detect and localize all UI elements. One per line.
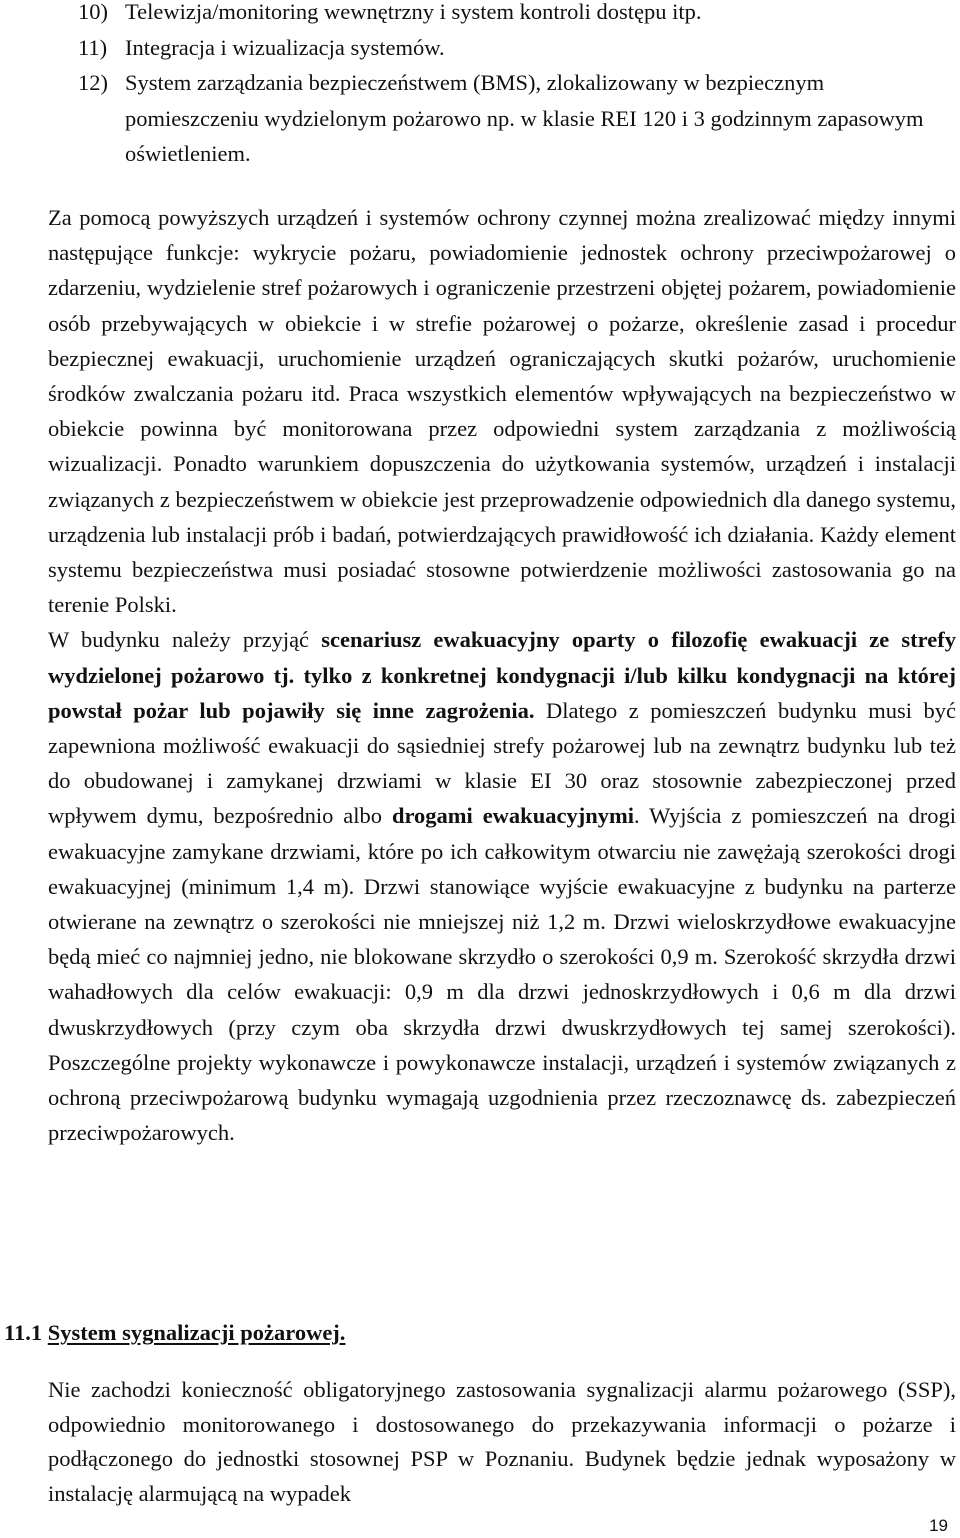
paragraph-text: Dlatego z pomieszczeń budynku musi być zapewniona możliwość ewakuacji do sąsiedniej strefy pożarowej lub na zewnątrz budynku lub też do obudowanej i zamykanej drzwiami w klasie EI 30 oraz stosownie zabezpieczonej przed wpływem dymu, bezpośrednio albo bbox=[48, 697, 956, 829]
list-item-text: Telewizja/monitoring wewnętrzny i system kontroli dostępu itp. bbox=[125, 0, 702, 24]
body-paragraph-fire-protection bbox=[48, 200, 956, 1150]
section-heading bbox=[4, 1317, 345, 1349]
list-item bbox=[78, 65, 960, 172]
emphasis-text: drogami ewakuacyjnymi bbox=[391, 803, 634, 829]
list-item-number: 11) bbox=[78, 34, 108, 60]
paragraph-text: . Wyjścia z pomieszczeń na drogi ewakuacyjne zamykane drzwiami, które po ich całkowitym otwarciu nie zawężają szerokości drogi ewakuacyjnej (minimum 1,4 m). Drzwi stanowiące wyjście ewakuacyjne z budynku na parterze otwierane na zewnątrz o szerokości nie mniejszej niż 1,2 m. Drzwi wieloskrzydłowe ewakuacyjne będą mieć co najmniej jedno, nie blokowane skrzydło o szerokości 0,9 m. Szerokość skrzydła drzwi wahadłowych dla celów ewakuacji: 0,9 m dla drzwi jednoskrzydłowych i 0,6 m dla drzwi dwuskrzydłowych (przy czym oba skrzydła drzwi dwuskrzydłowych tej samej szerokości). Poszczególne projekty wykonawcze i powykonawcze instalacji, urządzeń i systemów związanych z ochroną przeciwpożarową budynku wymagają uzgodnienia przez rzeczoznawcę ds. zabezpieczeń przeciwpożarowych. bbox=[48, 803, 956, 1146]
numbered-list bbox=[78, 0, 960, 172]
body-paragraph-fire-alarm: Nie zachodzi konieczność obligatoryjnego zastosowania sygnalizacji alarmu pożarowego (SSP), odpowiednio monitorowanego i dostosowanego do przekazywania informacji o pożarze i podłączonego do jednostki stosownej PSP w Poznaniu. Budynek będzie jednak wyposażony w instalację alarmującą na wypadek bbox=[48, 1377, 956, 1507]
section-title: System sygnalizacji pożarowej. bbox=[47, 1320, 346, 1345]
list-item-text: Integracja i wizualizacja systemów. bbox=[125, 34, 445, 60]
paragraph-text: Za pomocą powyższych urządzeń i systemów ochrony czynnej można zrealizować między innymi następujące funkcje: wykrycie pożaru, powiadomienie jednostek ochrony przeciwpożarowej o zdarzeniu, wydzielenie stref pożarowych i ograniczenie przestrzeni objętej pożarem, powiadomienie osób przebywających w obiekcie i w strefie pożarowej o pożarze, określenie zasad i procedur bezpiecznej ewakuacji, uruchomienie urządzeń ograniczających skutki pożarów, uruchomienie środków zwalczania pożaru itd. Praca wszystkich elementów wpływających na bezpieczeństwo w obiekcie powinna być monitorowana przez odpowiedni system zarządzania z możliwością wizualizacji. Ponadto warunkiem dopuszczenia do użytkowania systemów, urządzeń i instalacji związanych z bezpieczeństwem w obiekcie jest przeprowadzenie odpowiednich dla danego systemu, urządzenia lub instalacji prób i badań, potwierdzających prawidłowość ich działania. Każdy element systemu bezpieczeństwa musi posiadać stosowne potwierdzenie możliwości zastosowania go na terenie Polski. bbox=[48, 205, 956, 618]
list-item-number: 10) bbox=[78, 0, 108, 24]
page-number: 19 bbox=[929, 1516, 948, 1535]
emphasis-text: scenariusz ewakuacyjny oparty o filozofię ewakuacji ze strefy wydzielonej pożarowo tj. tylko z konkretnej kondygnacji i/lub kilku kondygnacji na której powstał pożar lub pojawiły się inne zagrożenia. bbox=[48, 627, 956, 723]
list-item-text: System zarządzania bezpieczeństwem (BMS), zlokalizowany w bezpiecznym pomieszczeniu wydzielonym pożarowo np. w klasie REI 120 i 3 godzinnym zapasowym oświetleniem. bbox=[125, 70, 924, 166]
list-item bbox=[78, 0, 960, 30]
paragraph-text: W budynku należy przyjąć bbox=[48, 627, 322, 653]
list-item-number: 12) bbox=[78, 70, 108, 95]
list-item bbox=[78, 30, 960, 66]
section-number: 11.1 bbox=[4, 1320, 43, 1345]
